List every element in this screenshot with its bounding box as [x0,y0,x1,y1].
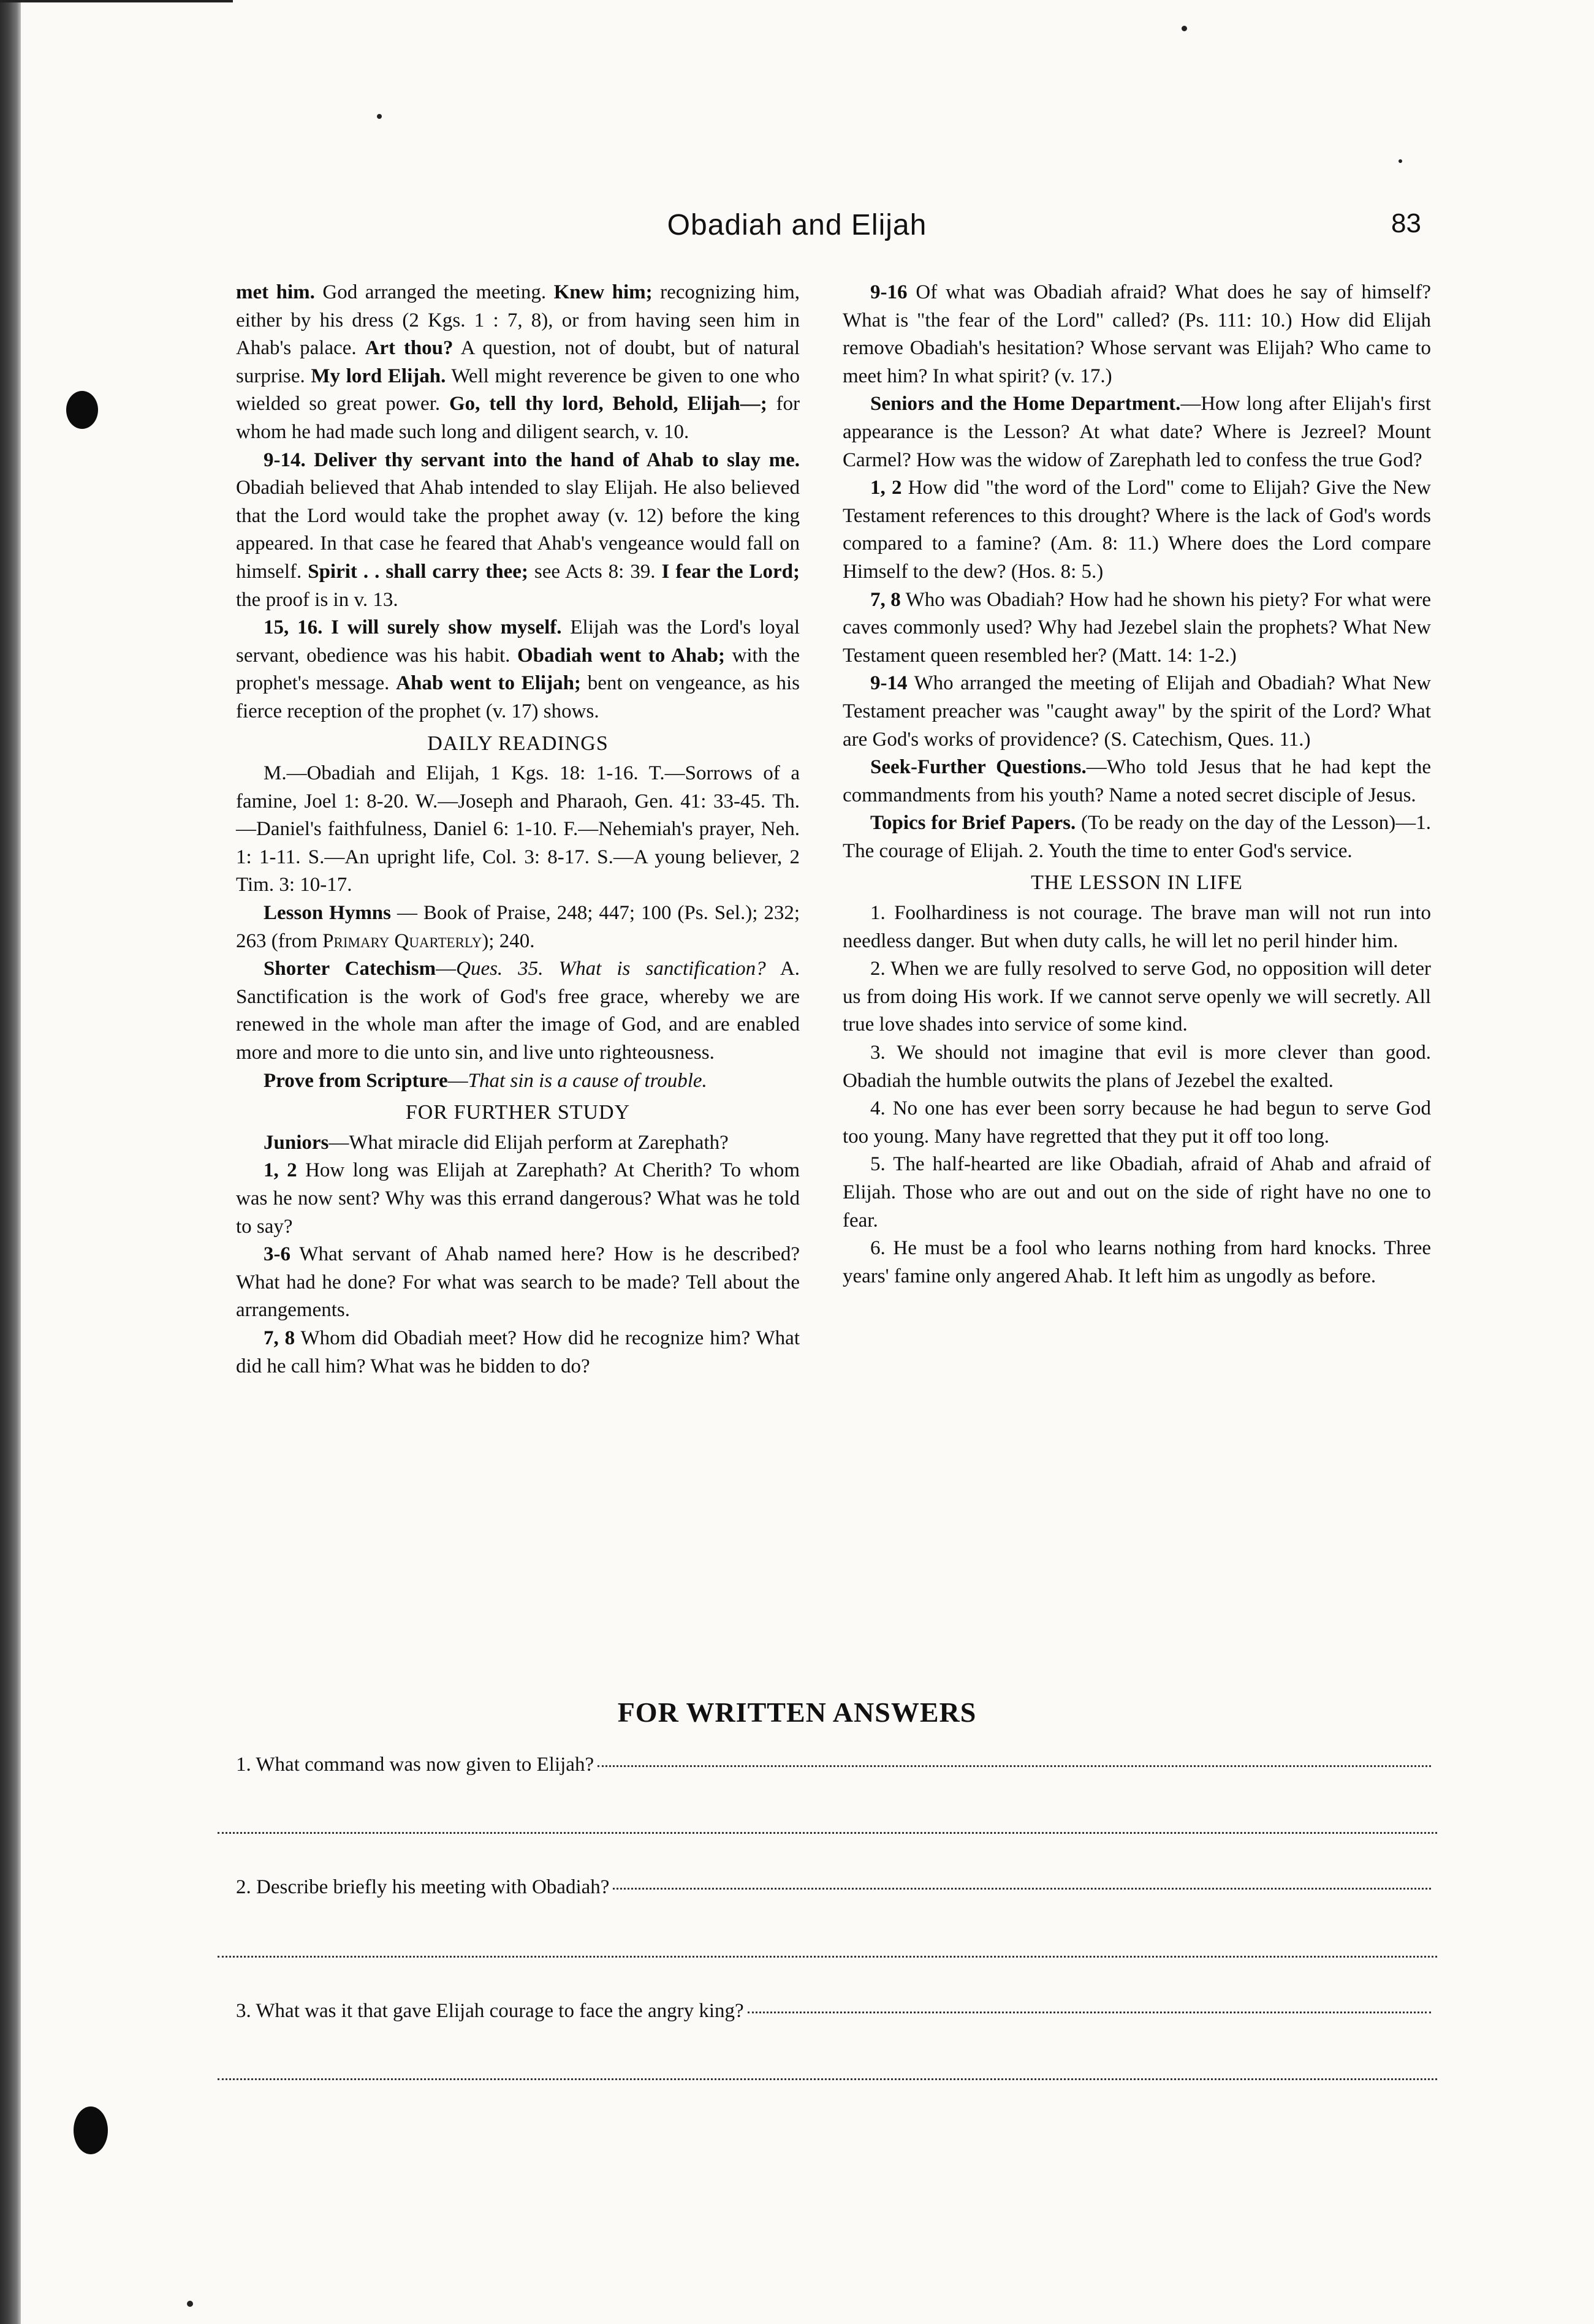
page-speck [187,2301,193,2307]
lesson-point: 3. We should not imagine that evil is more clever than good. Obadiah the humble outwits the plans of Jezebel the exalted. [843,1042,1431,1092]
punch-hole-lower [74,2106,108,2154]
shorter-catechism: Shorter Catechism—Ques. 35. What is sanctification? A. Sanctification is the work of God's free grace, whereby we are renewed in the whole man after the image of God, and are enabled more and more to die unto sin, and live unto righteousness. [236,958,800,1064]
written-question-2 [236,1876,1431,1899]
written-question-1 [236,1754,1431,1776]
written-question-text: 2. Describe briefly his meeting with Obadiah? [236,1876,610,1898]
page-title: Obadiah and Elijah [667,209,927,241]
seniors-home-department: Seniors and the Home Department.—How long after Elijah's first appearance is the Lesson? At what date? Where is Jezreel? Mount Carmel? How was the widow of Zarephath led to confess the true God? [843,393,1431,471]
lesson-point: 4. No one has ever been sorry because he had begun to serve God too young. Many have regretted that they put it off too long. [843,1097,1431,1148]
answer-line[interactable] [218,1832,1437,1834]
page-number: 83 [1391,208,1421,238]
further-study-heading: FOR FURTHER STUDY [405,1101,631,1124]
notes-paragraph-intro: met him. God arranged the meeting. Knew him; recognizing him, either by his dress (2 Kgs. 1 : 7, 8), or from having seen him in Ahab's palace. Art thou? A question, not of doubt, but of natural surprise. My lord Elijah. Well might reverence be given to one who wielded so great power. Go, tell thy lord, Behold, Elijah—; for whom he had made such long and diligent search, v. 10. [236,281,800,443]
lesson-in-life-heading: THE LESSON IN LIFE [1031,871,1243,895]
lesson-point: 1. Foolhardiness is not courage. The brave man will not run into needless danger. But when duty calls, he will let no peril hinder him. [843,902,1431,952]
seniors-questions-9-14: 9-14 Who arranged the meeting of Elijah and Obadiah? What New Testament preacher was "caught away" by the spirit of the Lord? What are God's works of providence? (S. Catechism, Ques. 11.) [843,672,1431,751]
lesson-point: 2. When we are fully resolved to serve God, no opposition will deter us from doing His work. If we cannot serve openly we will secretly. All true love shades into service of some kind. [843,958,1431,1036]
seek-further-questions: Seek-Further Questions.—Who told Jesus that he had kept the commandments from his youth? Name a noted secret disciple of Jesus. [843,756,1431,806]
notes-paragraph-9-14: 9-14. Deliver thy servant into the hand of Ahab to slay me. Obadiah believed that Ahab intended to slay Elijah. He also believed that the Lord would take the prophet away (v. 12) before the king appeared. In that case he feared that Ahab's vengeance would fall on himself. Spirit . . shall carry thee; see Acts 8: 39. I fear the Lord; the proof is in v. 13. [236,449,800,611]
answer-blank[interactable] [748,2012,1431,2013]
book-binding-edge [0,0,21,2324]
notes-paragraph-15-16: 15, 16. I will surely show myself. Elijah was the Lord's loyal servant, obedience was his habit. Obadiah went to Ahab; with the prophet's message. Ahab went to Elijah; bent on vengeance, as his fierce reception of the prophet (v. 17) shows. [236,616,800,722]
juniors-questions-7-8: 7, 8 Whom did Obadiah meet? How did he recognize him? What did he call him? What was he bidden to do? [236,1327,800,1377]
juniors-questions-3-6: 3-6 What servant of Ahab named here? How is he described? What had he done? For what was search to be made? Tell about the arrangements. [236,1243,800,1322]
lesson-hymns: Lesson Hymns — Book of Praise, 248; 447; 100 (Ps. Sel.); 232; 263 (from Primary Quarterly); 240. [236,902,800,952]
lesson-point: 6. He must be a fool who learns nothing from hard knocks. Three years' famine only angered Ahab. It left him as ungodly as before. [843,1237,1431,1287]
written-answers-title: FOR WRITTEN ANSWERS [617,1697,977,1728]
questions-9-16: 9-16 Of what was Obadiah afraid? What does he say of himself? What is "the fear of the Lord" called? (Ps. 111: 10.) How did Elijah remove Obadiah's hesitation? Whose servant was Elijah? Who came to meet him? In what spirit? (v. 17.) [843,281,1431,387]
juniors-questions-1-2: 1, 2 How long was Elijah at Zarephath? At Cherith? To whom was he now sent? Why was this errand dangerous? What was he told to say? [236,1159,800,1238]
written-question-text: 1. What command was now given to Elijah? [236,1754,594,1776]
juniors-questions: Juniors—What miracle did Elijah perform at Zarephath? [264,1131,729,1154]
daily-readings-text: M.—Obadiah and Elijah, 1 Kgs. 18: 1-16. T.—Sorrows of a famine, Joel 1: 8-20. W.—Joseph and Pharaoh, Gen. 41: 33-45. Th.—Daniel's faithfulness, Daniel 6: 1-10. F.—Nehemiah's prayer, Neh. 1: 1-11. S.—An upright life, Col. 3: 8-17. S.—A young believer, 2 Tim. 3: 10-17. [236,762,800,896]
answer-line[interactable] [218,1956,1437,1958]
prove-from-scripture: Prove from Scripture—That sin is a cause of trouble. [264,1069,707,1092]
daily-readings-heading: DAILY READINGS [427,732,609,755]
written-question-text: 3. What was it that gave Elijah courage to face the angry king? [236,2000,744,2022]
left-column [236,279,800,1380]
answer-blank[interactable] [613,1888,1431,1890]
seniors-questions-7-8: 7, 8 Who was Obadiah? How had he shown his piety? For what were caves commonly used? Why had Jezebel slain the prophets? What New Testament queen resembled her? (Matt. 14: 1-2.) [843,588,1431,667]
page-speck [1399,159,1402,163]
answer-line[interactable] [218,2078,1437,2080]
topics-for-brief-papers: Topics for Brief Papers. (To be ready on the day of the Lesson)—1. The courage of Elijah. 2. Youth the time to enter God's service. [843,812,1431,862]
punch-hole-upper [66,391,98,429]
page-speck [377,114,382,119]
answer-blank[interactable] [598,1765,1431,1767]
written-question-3 [236,2000,1431,2023]
binding-top-edge [0,0,233,9]
right-column [843,279,1431,1290]
page-speck [1182,26,1187,31]
seniors-questions-1-2: 1, 2 How did "the word of the Lord" come to Elijah? Give the New Testament references to this drought? Where is the lack of God's words compared to a famine? (Am. 8: 11.) Where does the Lord compare Himself to the dew? (Hos. 8: 5.) [843,477,1431,583]
lesson-point: 5. The half-hearted are like Obadiah, afraid of Ahab and afraid of Elijah. Those who are out and out on the side of right have no one to fear. [843,1153,1431,1232]
